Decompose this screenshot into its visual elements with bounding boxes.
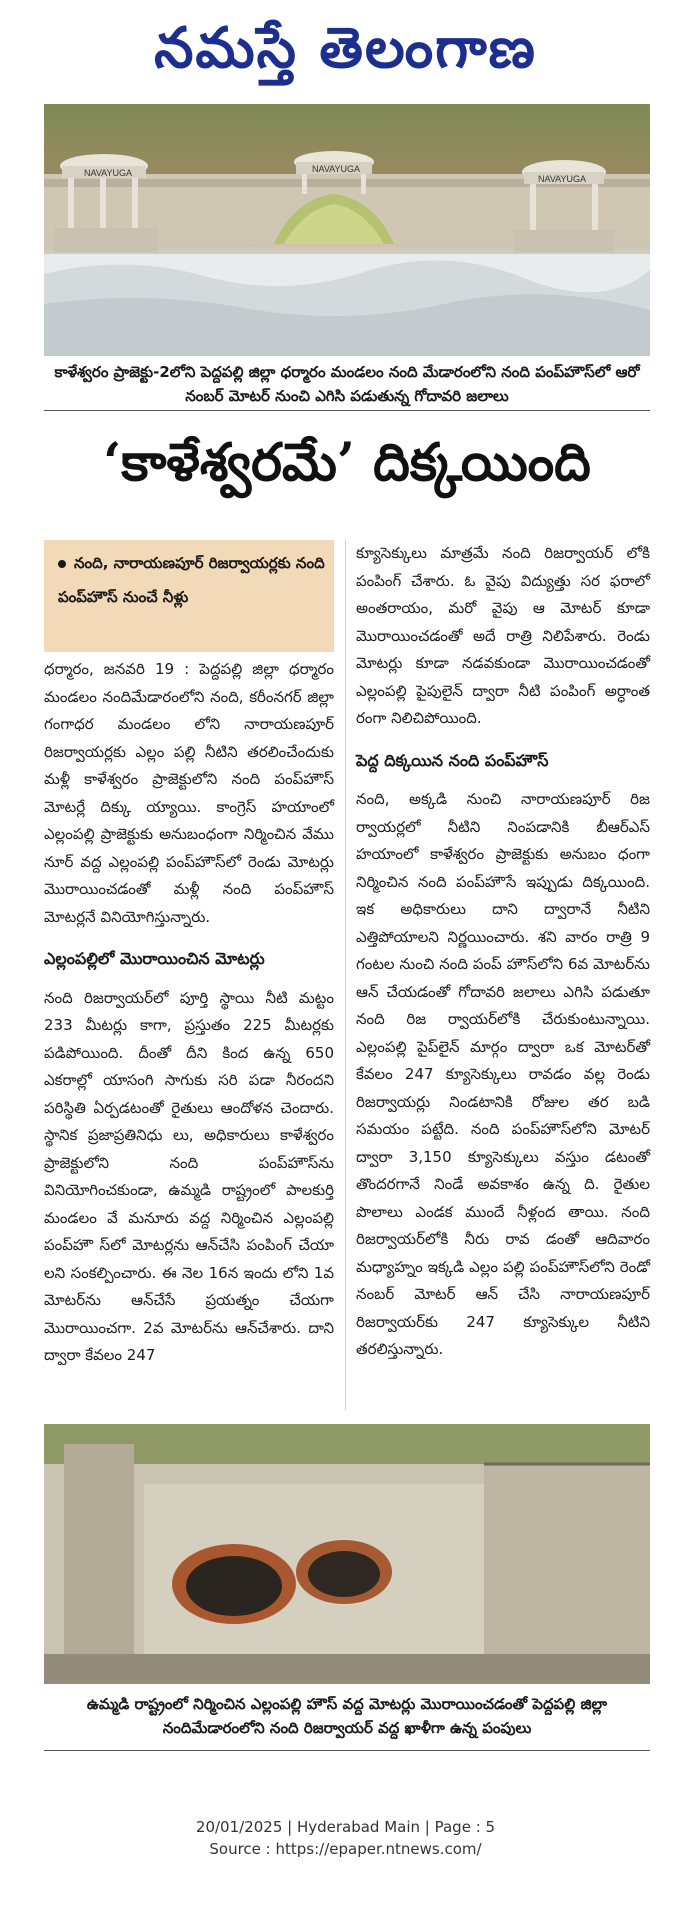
- right-paragraph-1: క్యూసెక్కులు మాత్రమే నంది రిజర్వాయర్ లోకి పంపింగ్ చేశారు. ఓ వైపు విద్యుత్తు సర ఫరాలో అంతరాయం, మరో వైపు ఆ మోటర్ కూడా మొరాయించడంతో అదే రాత్రి నిలిపేశారు. రెండు మోటర్లు కూడా నడవకుండా మొరాయించడంతో ఎల్లంపల్లి పైపులైన్ ద్వారా నీటి పంపింగ్ అర్ధాంత రంగా నిలిచిపోయింది.: [356, 544, 650, 727]
- left-subheading: ఎల్లంపల్లిలో మొరాయించిన మోటర్లు: [44, 949, 265, 968]
- newspaper-masthead: నమస్తే తెలంగాణ: [154, 15, 537, 81]
- divider-top: [44, 410, 650, 411]
- pump-label-middle: NAVAYUGA: [312, 164, 361, 174]
- footer-date-edition: 20/01/2025 | Hyderabad Main | Page : 5: [195, 1818, 496, 1836]
- photo-pumphouse-water: [44, 104, 650, 356]
- empty-pumps-illustration: [44, 1424, 650, 1684]
- left-paragraph-1: ధర్మారం, జనవరి 19 : పెద్దపల్లి జిల్లా ధర్మారం మండలం నందిమేడారంలోని నంది, కరీంనగర్ జిల్లా గంగాధర మండలం లోని నారాయణపూర్ రిజర్వాయర్లకు ఎల్లం పల్లి నీటిని తరలించేందుకు మళ్లీ కాళేశ్వరం ప్రాజెక్టులోని నంది పంప్‌హౌస్ మోటర్లే దిక్కు య్యాయి. కాంగ్రెస్ హయాంలో ఎల్లంపల్లి ప్రాజెక్టుకు అనుబంధంగా నిర్మించిన వేము నూర్ వద్ద ఎల్లంపల్లి పంప్‌హౌస్‌లో రెండు మోటర్లు మొరాయించడంతో మళ్లీ నంది పంప్‌హౌస్ మోటర్లనే వినియోగిస్తున్నారు.: [44, 660, 334, 926]
- left-paragraph-2: నంది రిజర్వాయర్‌లో పూర్తి స్థాయి నీటి మట్టం 233 మీటర్లు కాగా, ప్రస్తుతం 225 మీటర్లకు పడిపోయింది. దీంతో దీని కింద ఉన్న 650 ఎకరాల్లో యాసంగి సాగుకు సరి పడా నీరందని పరిస్థితి ఏర్పడటంతో రైతులు ఆందోళన చెందారు. స్థానిక ప్రజాప్రతినిధు లు, అధికారులు కాళేశ్వరం ప్రాజెక్టులోని నంది పంప్‌హౌస్‌ను వినియోగించకుండా, ఉమ్మడి రాష్ట్రంలో పాలకుర్తి మండలం వే మనూరు వద్ద నిర్మించిన ఎల్లంపల్లి పంప్‌హౌ స్‌లో మోటర్లను ఆన్‌చేసి పంపింగ్ చేయా లని సంకల్పించారు. ఈ నెల 16న ఇందు లోని 1వ మోటర్‌ను ఆన్‌చేసే ప్రయత్నం చేయగా మొరాయించగా. 2వ మోటర్‌ను ఆన్‌చేశారు. దాని ద్వారా కేవలం 247: [44, 988, 334, 1364]
- photo1-caption: కాళేశ్వరం ప్రాజెక్టు-2లోని పెద్దపల్లి జిల్లా ధర్మారం మండలం నంది మేడారంలోని నంది పంప్‌హౌస్‌లో ఆరో నంబర్ మోటర్ నుంచి ఎగిసి పడుతున్న గోదావరి జలాలు: [54, 363, 640, 405]
- photo-empty-pumps: [44, 1424, 650, 1684]
- column-divider: [345, 540, 346, 1410]
- article-headline: ‘కాళేశ్వరమే’ దిక్కయింది: [103, 432, 591, 493]
- pump-label-left: NAVAYUGA: [84, 168, 133, 178]
- article-left-column: [44, 656, 334, 1370]
- pump-pipe-left: [172, 1544, 296, 1624]
- pumphouse-illustration: [44, 104, 650, 356]
- pump-label-right: NAVAYUGA: [538, 174, 587, 184]
- right-paragraph-2: నంది, అక్కడి నుంచి నారాయణపూర్ రిజ ర్వాయర్లలో నీటిని నింపడానికి బీఆర్‌ఎస్ హయాంలో కాళేశ్వరం ప్రాజెక్టుకు అనుబం ధంగా నిర్మించిన నంది పంప్‌హౌసే ఇప్పుడు దిక్కయింది. ఇక అధికారులు దాని ద్వారానే నీటిని ఎత్తిపోయాలని నిర్ణయించారు. శని వారం రాత్రి 9 గంటల నుంచి నంది పంప్ హౌస్‌లోని 6వ మోటర్‌ను ఆన్ చేయడంతో గోదావరి జలాలు ఎగిసి పడుతూ నంది రిజ ర్వాయర్‌లోకి చేరుకుంటున్నాయి. ఎల్లంపల్లి పైప్‌లైన్ మార్గం ద్వారా ఒక మోటర్‌తో కేవలం 247 క్యూసెక్కులు రావడం వల్ల రెండు రిజర్వాయర్లు నిండటానికి రోజుల తర బడి సమయం పట్టేది. నంది పంప్‌హౌస్‌లోని మోటర్ ద్వారా 3,150 క్యూసెక్కులు వస్తుం డటంతో తొందరగానే నిండే అవకాశం ఉన్న ది. రైతుల పొలాలు ఎండక ముందే నీళ్లంద తాయి. నంది రిజర్వాయర్‌లోకి నీరు రావ డంతో ఆదివారం మధ్యాహ్నం ఇక్కడి ఎల్లం పల్లి పంప్‌హౌస్‌లోని రెండో నంబర్ మోటర్ ఆన్ చేసి నారాయణపూర్ రిజర్వాయర్‌కు 247 క్యూసెక్కుల నీటిని తరలిస్తున్నారు.: [356, 790, 650, 1358]
- pump-pipe-right: [296, 1540, 392, 1604]
- highlight-text: నంది, నారాయణపూర్ రిజర్వాయర్లకు నంది పంప్‌హౌస్ నుంచే నీళ్లు: [58, 554, 325, 606]
- footer-source-link[interactable]: Source : https://epaper.ntnews.com/: [209, 1840, 482, 1858]
- bullet-icon: [58, 560, 66, 568]
- article-right-column: [356, 540, 650, 1364]
- divider-bottom: [44, 1750, 650, 1751]
- photo2-caption: ఉమ్మడి రాష్ట్రంలో నిర్మించిన ఎల్లంపల్లి హౌస్ వద్ద మోటర్లు మొరాయించడంతో పెద్దపల్లి జిల్లా నందిమేడారంలోని నంది రిజర్వాయర్ వద్ద ఖాళీగా ఉన్న పంపులు: [86, 1695, 608, 1737]
- highlight-box: [44, 540, 334, 652]
- right-subheading: పెద్ద దిక్కయిన నంది పంప్‌హౌస్: [356, 750, 549, 770]
